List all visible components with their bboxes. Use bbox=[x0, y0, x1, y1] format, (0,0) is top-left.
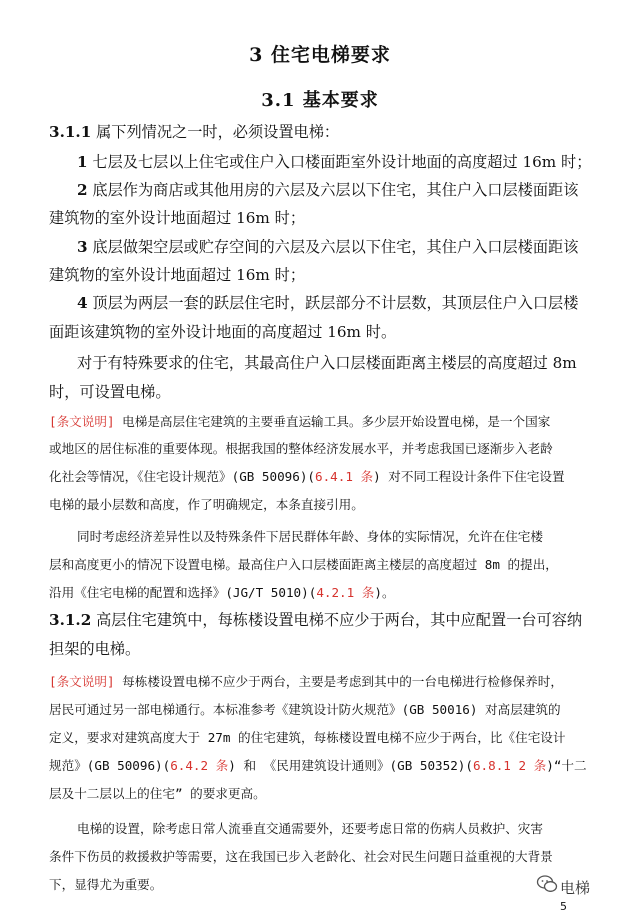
clause-line bbox=[49, 381, 171, 402]
line-text: 底层做架空层或贮存空间的六层及六层以下住宅，其住户入口层楼面距该 bbox=[87, 238, 579, 256]
line-text: 条件下伤员的救援救护等需要，这在我国已步入老龄化、社会对民生问题日益重视的大背景 bbox=[49, 849, 553, 864]
note-line bbox=[49, 466, 565, 485]
note-line bbox=[49, 411, 550, 430]
clause-line bbox=[49, 609, 582, 630]
line-text: 底层作为商店或其他用房的六层及六层以下住宅，其住户入口层楼面距该 bbox=[87, 181, 579, 199]
note-tag: [条文说明] bbox=[49, 674, 115, 689]
clause-number: 3 bbox=[77, 238, 88, 256]
line-text: 担架的电梯。 bbox=[49, 640, 141, 658]
page-number: 5 bbox=[560, 900, 567, 913]
line-text: 下，显得尤为重要。 bbox=[49, 877, 163, 892]
line-text: 或地区的居住标准的重要体现。根据我国的整体经济发展水平，并考虑我国已逐渐步入老龄 bbox=[49, 441, 553, 456]
line-text: 高层住宅建筑中，每栋楼设置电梯不应少于两台，其中应配置一台可容纳 bbox=[91, 611, 583, 629]
line-text: 时，可设置电梯。 bbox=[49, 383, 171, 401]
watermark-label: 电梯 bbox=[560, 879, 591, 897]
line-text: 顶层为两层一套的跃层住宅时，跃层部分不计层数，其顶层住户入口层楼 bbox=[87, 294, 579, 312]
clause-number: 4 bbox=[77, 294, 88, 312]
line-text: 建筑物的室外设计地面超过 16m 时； bbox=[49, 266, 306, 284]
note-line bbox=[49, 671, 563, 690]
clause-line bbox=[77, 151, 591, 172]
line-text: 七层及七层以上住宅或住户入口楼面距室外设计地面的高度超过 16m 时； bbox=[87, 153, 592, 171]
clause-line bbox=[77, 236, 578, 257]
line-text: 电梯的设置，除考虑日常人流垂直交通需要外，还要考虑日常的伤病人员救护、灾害 bbox=[77, 821, 543, 836]
clause-line bbox=[77, 179, 578, 200]
clause-number: 1 bbox=[77, 153, 88, 171]
line-text: )。 bbox=[374, 585, 395, 600]
clause-line bbox=[49, 121, 339, 142]
clause-line bbox=[49, 321, 396, 342]
clause-number: 3.1.1 bbox=[49, 123, 92, 141]
section-title: 3 住宅电梯要求 bbox=[249, 44, 391, 66]
line-text: 对于有特殊要求的住宅，其最高住户入口层楼面距离主楼层的高度超过 8m bbox=[77, 354, 577, 372]
line-text: 定义，要求对建筑高度大于 27m 的住宅建筑，每栋楼设置电梯不应少于两台，比《住宅设计 bbox=[49, 730, 566, 745]
note-line bbox=[49, 874, 162, 893]
clause-line bbox=[77, 292, 578, 313]
clause-reference: 4.2.1 条 bbox=[316, 585, 375, 600]
note-line bbox=[77, 818, 543, 837]
clause-reference: 6.4.2 条 bbox=[170, 758, 229, 773]
note-line bbox=[49, 727, 565, 746]
line-text: 沿用《住宅电梯的配置和选择》(JG/T 5010)( bbox=[49, 585, 317, 600]
line-text: 化社会等情况，《住宅设计规范》(GB 50096)( bbox=[49, 469, 316, 484]
note-line bbox=[49, 554, 558, 573]
note-line bbox=[49, 582, 395, 601]
line-text: ) 对不同工程设计条件下住宅设置 bbox=[373, 469, 565, 484]
clause-line bbox=[49, 207, 305, 228]
line-text: 建筑物的室外设计地面超过 16m 时； bbox=[49, 209, 306, 227]
line-text: 居民可通过另一部电梯通行。本标准参考《建筑设计防火规范》(GB 50016) 对高层建筑的 bbox=[49, 702, 561, 717]
line-text: 层和高度更小的情况下设置电梯。最高住户入口层楼面距离主楼层的高度超过 8m 的提出， bbox=[49, 557, 558, 572]
line-text: 每栋楼设置电梯不应少于两台，主要是考虑到其中的一台电梯进行检修保养时， bbox=[114, 674, 563, 689]
line-text: 电梯是高层住宅建筑的主要垂直运输工具。多少层开始设置电梯，是一个国家 bbox=[114, 414, 551, 429]
note-tag: [条文说明] bbox=[49, 414, 115, 429]
line-text: )“十二 bbox=[546, 758, 587, 773]
line-text: 层及十二层以上的住宅” 的要求更高。 bbox=[49, 786, 266, 801]
subsection-title: 3.1 基本要求 bbox=[261, 90, 379, 111]
note-line bbox=[77, 526, 543, 545]
clause-reference: 6.4.1 条 bbox=[315, 469, 374, 484]
clause-line bbox=[77, 352, 577, 373]
line-text: 规范》(GB 50096)( bbox=[49, 758, 171, 773]
line-text: 属下列情况之一时，必须设置电梯： bbox=[91, 123, 340, 141]
clause-number: 2 bbox=[77, 181, 88, 199]
line-text: 同时考虑经济差异性以及特殊条件下居民群体年龄、身体的实际情况，允许在住宅楼 bbox=[77, 529, 543, 544]
clause-line bbox=[49, 264, 305, 285]
note-line bbox=[49, 438, 553, 457]
line-text: ) 和 《民用建筑设计通则》(GB 50352)( bbox=[228, 758, 473, 773]
wechat-bubble-icon bbox=[536, 873, 558, 895]
note-line bbox=[49, 846, 553, 865]
line-text: 面距该建筑物的室外设计地面的高度超过 16m 时。 bbox=[49, 323, 397, 341]
clause-number: 3.1.2 bbox=[49, 611, 92, 629]
clause-line bbox=[49, 638, 140, 659]
note-line bbox=[49, 755, 587, 774]
note-line bbox=[49, 494, 364, 513]
clause-reference: 6.8.1 2 条 bbox=[472, 758, 547, 773]
note-line bbox=[49, 699, 561, 718]
note-line bbox=[49, 783, 266, 802]
line-text: 电梯的最小层数和高度，作了明确规定，本条直接引用。 bbox=[49, 497, 364, 512]
